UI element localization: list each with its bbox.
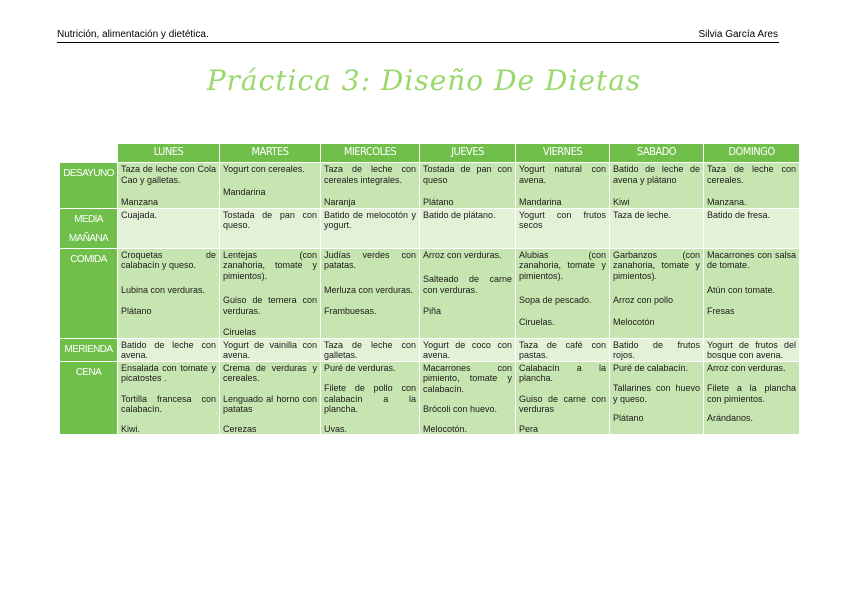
table-header-row bbox=[60, 144, 800, 163]
menu-item: Tortilla francesa con calabacín. bbox=[121, 393, 216, 414]
menu-cell-desayuno-monday bbox=[118, 163, 220, 209]
menu-item: Batido de leche con avena. bbox=[121, 339, 216, 360]
menu-item: Macarrones con salsa de tomate. bbox=[707, 249, 796, 270]
table-row bbox=[60, 248, 800, 338]
menu-item: Yogurt de vainilla con avena. bbox=[223, 339, 317, 360]
menu-item: Melocotón bbox=[613, 316, 655, 327]
menu-item: Naranja bbox=[324, 197, 356, 207]
menu-item: Arroz con verduras. bbox=[707, 362, 786, 373]
menu-cell-merienda-wednesday bbox=[321, 338, 420, 361]
menu-item: Puré de verduras. bbox=[324, 362, 396, 373]
menu-item: Merluza con verduras. bbox=[324, 284, 414, 295]
menu-item: Frambuesas. bbox=[324, 306, 377, 316]
menu-item: Taza de leche con Cola Cao y galletas. bbox=[121, 164, 216, 185]
menu-item: Brócoli con huevo. bbox=[423, 404, 498, 414]
menu-item: Fresas bbox=[707, 306, 735, 316]
day-header-sunday: DOMINGO bbox=[704, 144, 800, 163]
menu-item: Plátano bbox=[613, 413, 644, 423]
day-header-monday: LUNES bbox=[118, 144, 220, 163]
menu-item: Taza de leche con cereales integrales. bbox=[324, 164, 416, 185]
menu-cell-merienda-friday bbox=[516, 338, 610, 361]
menu-item: Puré de calabacín. bbox=[613, 362, 689, 373]
menu-item: Salteado de carne con verduras. bbox=[423, 274, 512, 295]
menu-item: Manzana bbox=[121, 197, 159, 207]
document-header-right: Silvia García Ares bbox=[698, 29, 778, 40]
menu-item: Pera bbox=[519, 423, 539, 434]
menu-item: Calabacín a la plancha. bbox=[519, 362, 606, 383]
menu-cell-desayuno-friday bbox=[516, 163, 610, 209]
menu-cell-media-manana-saturday bbox=[610, 208, 704, 248]
menu-cell-comida-monday bbox=[118, 248, 220, 338]
menu-cell-media-manana-thursday bbox=[420, 208, 516, 248]
menu-item: Kiwi. bbox=[121, 423, 141, 434]
menu-cell-cena-sunday bbox=[704, 361, 800, 435]
meal-label-comida: COMIDA bbox=[60, 248, 118, 338]
menu-item: Batido de fresa. bbox=[707, 209, 771, 220]
menu-item: Batido de plátano. bbox=[423, 209, 496, 220]
table-row bbox=[60, 338, 800, 361]
menu-cell-cena-thursday bbox=[420, 361, 516, 435]
menu-cell-cena-friday bbox=[516, 361, 610, 435]
menu-cell-desayuno-sunday bbox=[704, 163, 800, 209]
header-divider bbox=[57, 42, 779, 43]
menu-item: Taza de leche con cereales. bbox=[707, 164, 796, 185]
menu-item: Uvas. bbox=[324, 423, 348, 434]
menu-cell-media-manana-sunday bbox=[704, 208, 800, 248]
meal-label-merienda: MERIENDA bbox=[60, 338, 118, 361]
menu-item: Filete a la plancha con pimientos. bbox=[707, 383, 796, 404]
table-corner bbox=[60, 144, 118, 163]
menu-item: Ciruelas bbox=[223, 327, 257, 337]
menu-item: Arroz con verduras. bbox=[423, 249, 502, 260]
menu-item: Arroz con pollo bbox=[613, 295, 674, 305]
table-row bbox=[60, 361, 800, 435]
menu-item: Manzana. bbox=[707, 197, 747, 207]
menu-item: Yogurt con cereales. bbox=[223, 164, 305, 174]
menu-item: Mandarina bbox=[519, 197, 562, 207]
meal-label-desayuno: DESAYUNO bbox=[60, 163, 118, 209]
menu-item: Judías verdes con patatas. bbox=[324, 249, 416, 270]
menu-item: Plátano bbox=[121, 306, 152, 316]
meal-label-media-manana: MEDIA MAÑANA bbox=[60, 208, 118, 248]
menu-item: Ensalada con tomate y picatostes . bbox=[121, 362, 216, 383]
menu-cell-desayuno-thursday bbox=[420, 163, 516, 209]
menu-item: Crema de verduras y cereales. bbox=[223, 362, 317, 383]
menu-item: Cerezas bbox=[223, 423, 257, 434]
menu-item: Yogurt natural con avena. bbox=[519, 164, 606, 185]
menu-cell-comida-wednesday bbox=[321, 248, 420, 338]
menu-item: Tostada de pan con queso bbox=[423, 164, 512, 185]
menu-cell-comida-tuesday bbox=[220, 248, 321, 338]
menu-item: Batido de frutos rojos. bbox=[613, 339, 700, 360]
menu-item: Lenguado al horno con patatas bbox=[223, 393, 317, 414]
menu-item: Guiso de ternera con verduras. bbox=[223, 295, 317, 316]
menu-item: Ciruelas. bbox=[519, 316, 555, 327]
menu-item: Taza de leche. bbox=[613, 209, 672, 220]
menu-item: Taza de café con pastas. bbox=[519, 339, 606, 360]
menu-item: Atún con tomate. bbox=[707, 284, 776, 295]
menu-item: Batido de leche de avena y plátano bbox=[613, 164, 700, 185]
table-row bbox=[60, 163, 800, 209]
menu-cell-merienda-tuesday bbox=[220, 338, 321, 361]
menu-item: Guiso de carne con verduras bbox=[519, 393, 606, 414]
menu-item: Alubias (con zanahoria, tomate y pimientos). bbox=[519, 249, 606, 281]
menu-cell-merienda-thursday bbox=[420, 338, 516, 361]
day-header-friday: VIERNES bbox=[516, 144, 610, 163]
menu-cell-media-manana-wednesday bbox=[321, 208, 420, 248]
menu-item: Filete de pollo con calabacín a la plancha. bbox=[324, 383, 416, 414]
menu-item: Garbanzos (con zanahoria, tomate y pimientos). bbox=[613, 249, 700, 281]
menu-item: Melocotón. bbox=[423, 423, 468, 434]
day-header-thursday: JUEVES bbox=[420, 144, 516, 163]
menu-cell-cena-wednesday bbox=[321, 361, 420, 435]
menu-item: Macarrones con pimiento, tomate y calabacín. bbox=[423, 362, 512, 394]
menu-item: Yogurt con frutos secos bbox=[519, 209, 606, 230]
table-row bbox=[60, 208, 800, 248]
menu-item: Batido de melocotón y yogurt. bbox=[324, 209, 416, 230]
menu-cell-comida-saturday bbox=[610, 248, 704, 338]
menu-cell-media-manana-friday bbox=[516, 208, 610, 248]
menu-item: Plátano bbox=[423, 197, 454, 207]
diet-table bbox=[59, 143, 800, 435]
meal-label-cena: CENA bbox=[60, 361, 118, 435]
menu-cell-merienda-sunday bbox=[704, 338, 800, 361]
day-header-tuesday: MARTES bbox=[220, 144, 321, 163]
menu-item: Piña bbox=[423, 306, 442, 316]
menu-item: Lubina con verduras. bbox=[121, 284, 206, 295]
menu-cell-merienda-monday bbox=[118, 338, 220, 361]
menu-cell-media-manana-tuesday bbox=[220, 208, 321, 248]
menu-item: Lentejas (con zanahoria, tomate y pimientos). bbox=[223, 249, 317, 281]
menu-item: Yogurt de coco con avena. bbox=[423, 339, 512, 360]
menu-cell-media-manana-monday bbox=[118, 208, 220, 248]
menu-cell-merienda-saturday bbox=[610, 338, 704, 361]
menu-cell-desayuno-wednesday bbox=[321, 163, 420, 209]
menu-item: Yogurt de frutos del bosque con avena. bbox=[707, 339, 796, 360]
menu-item: Arándanos. bbox=[707, 413, 754, 423]
menu-cell-cena-monday bbox=[118, 361, 220, 435]
menu-item: Croquetas de calabacín y queso. bbox=[121, 249, 216, 270]
menu-item: Mandarina bbox=[223, 186, 266, 197]
page-title: Práctica 3: Diseño De Dietas bbox=[206, 64, 642, 97]
menu-cell-cena-tuesday bbox=[220, 361, 321, 435]
menu-cell-comida-thursday bbox=[420, 248, 516, 338]
menu-cell-comida-sunday bbox=[704, 248, 800, 338]
document-header-left: Nutrición, alimentación y dietética. bbox=[57, 29, 209, 40]
menu-item: Sopa de pescado. bbox=[519, 295, 592, 305]
menu-cell-comida-friday bbox=[516, 248, 610, 338]
menu-cell-desayuno-tuesday bbox=[220, 163, 321, 209]
menu-item: Cuajada. bbox=[121, 209, 158, 220]
menu-cell-cena-saturday bbox=[610, 361, 704, 435]
menu-item: Taza de leche con galletas. bbox=[324, 339, 416, 360]
day-header-saturday: SABADO bbox=[610, 144, 704, 163]
day-header-wednesday: MIERCOLES bbox=[321, 144, 420, 163]
menu-cell-desayuno-saturday bbox=[610, 163, 704, 209]
menu-item: Tallarines con huevo y queso. bbox=[613, 383, 700, 404]
menu-item: Tostada de pan con queso. bbox=[223, 209, 317, 230]
menu-item: Kiwi bbox=[613, 197, 630, 207]
